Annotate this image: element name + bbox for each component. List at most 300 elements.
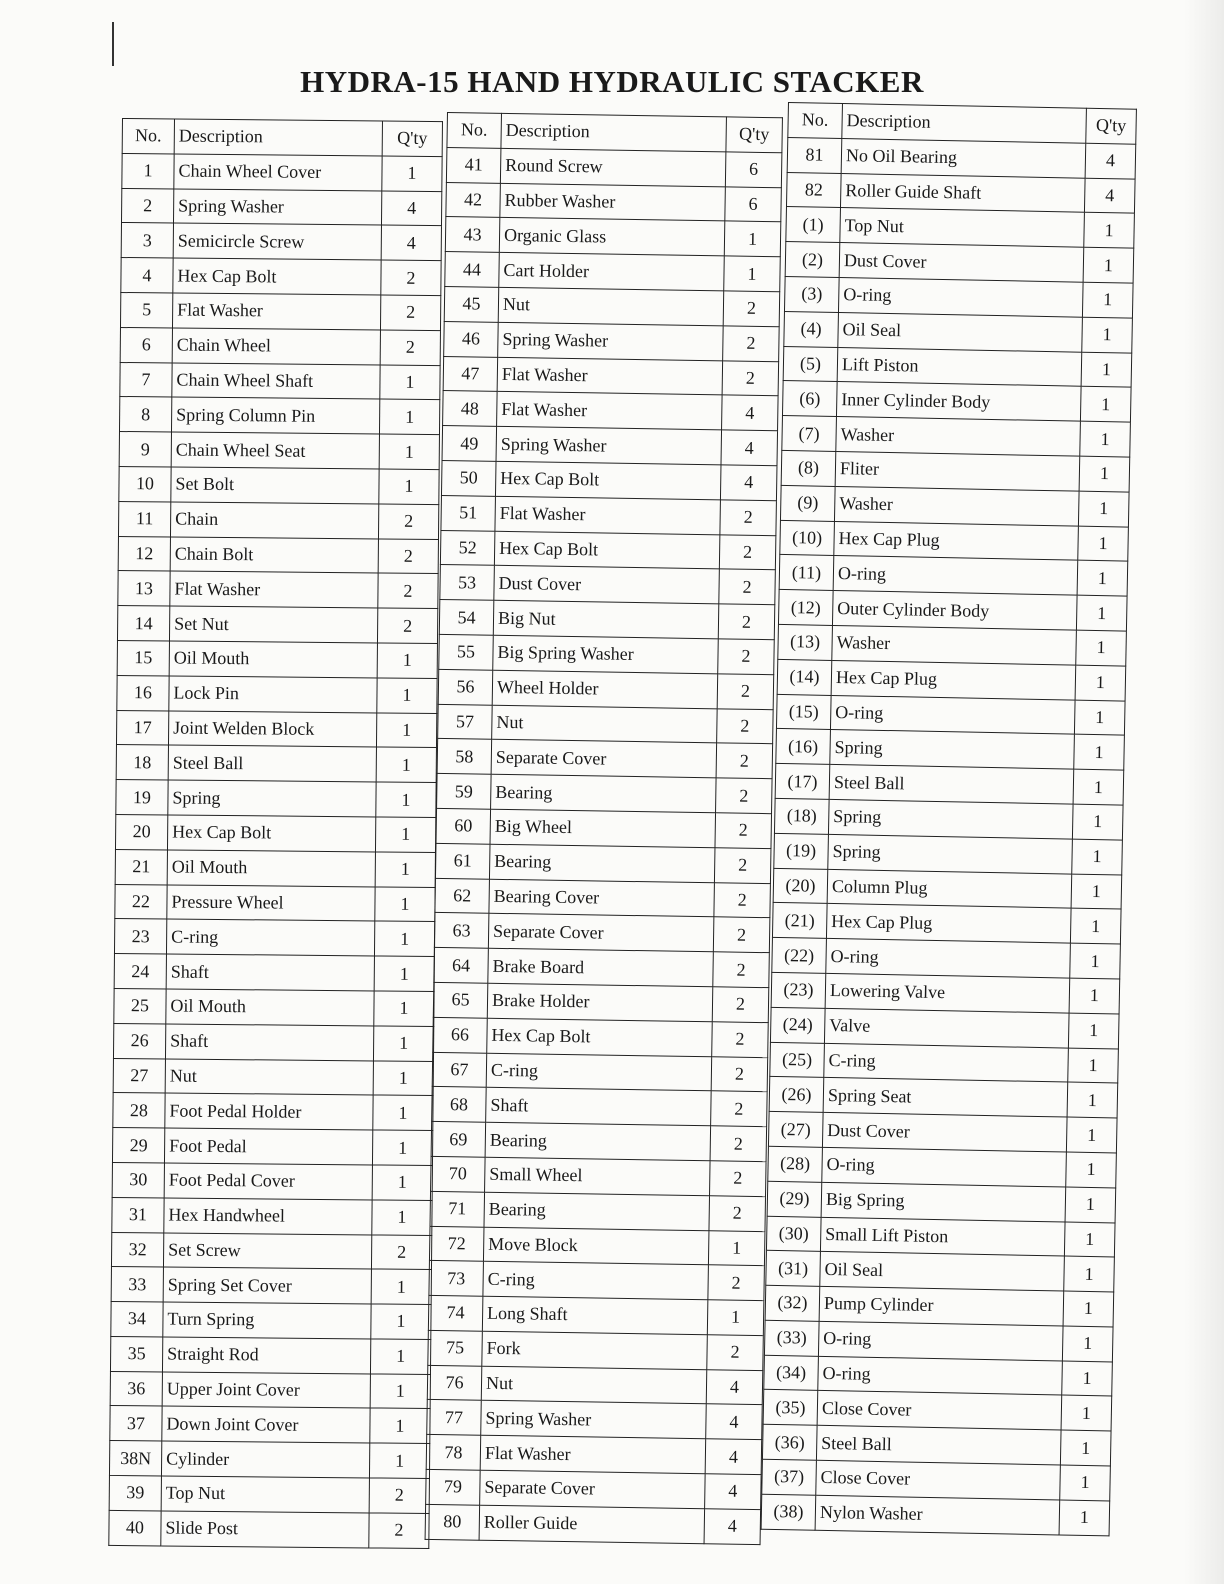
part-number: (25) — [770, 1042, 825, 1078]
part-number: 70 — [431, 1156, 486, 1192]
table-row — [111, 1267, 431, 1305]
part-quantity: 1 — [379, 469, 439, 504]
part-description: Flat Washer — [170, 571, 378, 608]
part-quantity: 1 — [1070, 908, 1121, 944]
part-description: Small Lift Piston — [820, 1217, 1065, 1256]
part-quantity: 1 — [1077, 561, 1128, 597]
part-quantity: 1 — [370, 1408, 430, 1443]
part-description: Move Block — [483, 1227, 709, 1265]
part-description: Foot Pedal Holder — [165, 1093, 373, 1130]
part-number: 68 — [432, 1087, 487, 1123]
part-number: 25 — [114, 988, 166, 1023]
table-row — [113, 1023, 433, 1061]
part-number: 22 — [115, 884, 167, 919]
part-quantity: 2 — [714, 882, 771, 918]
part-quantity: 1 — [374, 921, 434, 956]
part-quantity: 2 — [716, 743, 773, 779]
table-row — [446, 147, 782, 187]
part-quantity: 1 — [1069, 978, 1120, 1014]
table-row — [118, 571, 438, 609]
part-quantity: 1 — [376, 782, 436, 817]
part-quantity: 4 — [705, 1474, 762, 1510]
part-number: 67 — [432, 1052, 487, 1088]
table-row — [120, 362, 440, 400]
part-number: 79 — [426, 1469, 481, 1505]
header-qty: Q'ty — [726, 117, 783, 153]
part-description: Joint Welden Block — [168, 711, 376, 748]
table-row — [115, 814, 435, 852]
table-row — [428, 1295, 764, 1335]
part-quantity: 1 — [372, 1130, 432, 1165]
parts-table-1 — [108, 118, 443, 1549]
part-description: Nut — [492, 705, 718, 743]
table-row — [116, 745, 436, 783]
part-description: Inner Cylinder Body — [836, 382, 1081, 421]
part-description: Dust Cover — [822, 1112, 1067, 1151]
part-number: 72 — [429, 1226, 484, 1262]
part-number: 2 — [121, 188, 173, 223]
part-quantity: 1 — [1071, 874, 1122, 910]
part-number: 76 — [427, 1365, 482, 1401]
part-quantity: 2 — [369, 1513, 429, 1548]
part-quantity: 2 — [711, 1056, 768, 1092]
part-description: Separate Cover — [488, 914, 714, 952]
part-number: 20 — [115, 814, 167, 849]
part-number: (3) — [784, 276, 839, 312]
part-number: (11) — [779, 555, 834, 591]
part-number: 74 — [428, 1295, 483, 1331]
part-description: Hex Cap Plug — [834, 521, 1079, 560]
table-row — [438, 704, 774, 744]
part-description: Flat Washer — [172, 293, 380, 330]
part-number: 47 — [443, 356, 498, 392]
part-description: Cart Holder — [499, 253, 725, 291]
part-quantity: 1 — [1078, 526, 1129, 562]
part-number: (31) — [766, 1251, 821, 1287]
part-description: Close Cover — [816, 1460, 1061, 1499]
table-row — [117, 640, 437, 678]
part-description: Spring — [830, 730, 1075, 769]
part-number: 40 — [109, 1510, 161, 1545]
table-row — [114, 988, 434, 1026]
part-description: Semicircle Screw — [173, 223, 381, 260]
part-description: O-ring — [818, 1356, 1063, 1395]
part-description: Long Shaft — [482, 1296, 708, 1334]
part-number: 60 — [436, 808, 491, 844]
part-description: Nut — [498, 287, 724, 325]
part-quantity: 1 — [1075, 665, 1126, 701]
part-quantity: 1 — [1078, 491, 1129, 527]
part-description: Oil Mouth — [169, 641, 377, 678]
table-row — [114, 954, 434, 992]
part-number: (6) — [782, 381, 837, 417]
part-quantity: 2 — [380, 295, 440, 330]
table-row — [441, 460, 777, 500]
part-description: Chain Bolt — [170, 537, 378, 574]
part-number: (27) — [768, 1111, 823, 1147]
part-number: 5 — [120, 292, 172, 327]
part-number: 4 — [121, 258, 173, 293]
part-quantity: 2 — [720, 500, 777, 536]
part-description: Steel Ball — [816, 1426, 1061, 1465]
table-row — [432, 1087, 768, 1127]
part-quantity: 2 — [378, 573, 438, 608]
part-description: Spring — [828, 834, 1073, 873]
table-row — [113, 1093, 433, 1131]
part-description: Spring Column Pin — [171, 397, 379, 434]
part-description: Oil Mouth — [167, 850, 375, 887]
part-quantity: 1 — [1072, 839, 1123, 875]
table-row — [118, 536, 438, 574]
part-number: 44 — [445, 252, 500, 288]
part-description: Hex Cap Bolt — [167, 815, 375, 852]
part-description: O-ring — [838, 277, 1083, 316]
part-quantity: 1 — [1070, 943, 1121, 979]
part-quantity: 1 — [371, 1304, 431, 1339]
part-quantity: 1 — [1076, 630, 1127, 666]
part-description: Fork — [482, 1331, 708, 1369]
part-description: Round Screw — [500, 148, 726, 186]
part-number: (28) — [768, 1146, 823, 1182]
part-number: (15) — [776, 694, 831, 730]
table-row — [445, 252, 781, 292]
parts-table-2 — [425, 112, 783, 1545]
header-qty: Q'ty — [1086, 108, 1137, 144]
part-number: 78 — [426, 1435, 481, 1471]
table-row — [430, 1191, 766, 1231]
part-description: Roller Guide Shaft — [840, 173, 1085, 212]
part-quantity: 1 — [375, 886, 435, 921]
part-number: 3 — [121, 223, 173, 258]
part-quantity: 4 — [1084, 178, 1135, 214]
part-description: Turn Spring — [163, 1302, 371, 1339]
table-row — [442, 426, 778, 466]
part-number: (37) — [762, 1459, 817, 1495]
part-quantity: 1 — [1059, 1500, 1110, 1536]
part-number: 46 — [444, 321, 499, 357]
part-number: 58 — [437, 739, 492, 775]
part-description: Organic Glass — [499, 218, 725, 256]
part-quantity: 1 — [724, 221, 781, 257]
part-description: Rubber Washer — [500, 183, 726, 221]
part-description: Down Joint Cover — [162, 1406, 370, 1443]
part-quantity: 1 — [379, 434, 439, 469]
part-description: Hex Handwheel — [164, 1198, 372, 1235]
part-description: Lift Piston — [837, 347, 1082, 386]
part-description: Column Plug — [827, 869, 1072, 908]
table-row — [119, 397, 439, 435]
part-number: 7 — [120, 362, 172, 397]
table-row — [121, 223, 441, 261]
part-number: 56 — [438, 669, 493, 705]
part-quantity: 1 — [1074, 734, 1125, 770]
header-description: Description — [174, 119, 382, 156]
part-description: Steel Ball — [829, 765, 1074, 804]
header-description: Description — [501, 113, 727, 151]
part-quantity: 1 — [707, 1300, 764, 1336]
part-number: 1 — [122, 153, 174, 188]
table-row — [111, 1302, 431, 1340]
part-quantity: 1 — [1082, 282, 1133, 318]
part-number: 31 — [112, 1197, 164, 1232]
table-row — [431, 1156, 767, 1196]
part-quantity: 2 — [717, 708, 774, 744]
part-quantity: 4 — [706, 1404, 763, 1440]
part-description: Brake Board — [488, 948, 714, 986]
part-number: 43 — [445, 217, 500, 253]
part-number: (35) — [763, 1390, 818, 1426]
part-description: Chain Wheel — [172, 328, 380, 365]
table-row — [433, 1017, 769, 1057]
part-quantity: 2 — [723, 326, 780, 362]
part-quantity: 1 — [373, 1060, 433, 1095]
part-quantity: 1 — [1062, 1361, 1113, 1397]
part-number: 19 — [116, 780, 168, 815]
table-row — [427, 1400, 763, 1440]
table-row — [111, 1232, 431, 1270]
part-description: Top Nut — [161, 1476, 369, 1513]
table-row — [444, 321, 780, 361]
part-description: Spring Washer — [173, 189, 381, 226]
table-row — [110, 1336, 430, 1374]
table-row — [445, 217, 781, 257]
part-number: 66 — [433, 1017, 488, 1053]
part-number: 28 — [113, 1093, 165, 1128]
part-number: 8 — [119, 397, 171, 432]
table-row — [441, 495, 777, 535]
part-description: Pump Cylinder — [819, 1286, 1064, 1325]
part-description: C-ring — [824, 1043, 1069, 1082]
part-description: Oil Mouth — [166, 989, 374, 1026]
part-number: 63 — [434, 913, 489, 949]
part-quantity: 4 — [381, 225, 441, 260]
part-quantity: 1 — [379, 399, 439, 434]
part-number: 53 — [440, 565, 495, 601]
part-quantity: 2 — [709, 1195, 766, 1231]
part-description: Foot Pedal — [164, 1128, 372, 1165]
part-description: Straight Rod — [162, 1337, 370, 1374]
part-number: 13 — [118, 571, 170, 606]
part-number: (20) — [773, 868, 828, 904]
part-description: Cylinder — [161, 1441, 369, 1478]
table-row — [109, 1510, 429, 1548]
table-row — [112, 1197, 432, 1235]
part-number: 18 — [116, 745, 168, 780]
table-row — [429, 1226, 765, 1266]
part-number: 11 — [118, 501, 170, 536]
table-row — [110, 1406, 430, 1444]
part-quantity: 1 — [708, 1230, 765, 1266]
part-description: Flat Washer — [480, 1435, 706, 1473]
part-number: 34 — [111, 1302, 163, 1337]
part-description: Brake Holder — [487, 983, 713, 1021]
part-description: Slide Post — [161, 1511, 369, 1548]
part-quantity: 1 — [1084, 213, 1135, 249]
part-quantity: 1 — [374, 991, 434, 1026]
part-description: Bearing — [491, 774, 717, 812]
part-quantity: 1 — [370, 1374, 430, 1409]
table-row — [440, 565, 776, 605]
table-row — [434, 913, 770, 953]
table-row — [114, 919, 434, 957]
table-row — [117, 606, 437, 644]
part-number: 54 — [439, 600, 494, 636]
part-number: 48 — [443, 391, 498, 427]
part-quantity: 2 — [712, 987, 769, 1023]
part-quantity: 1 — [377, 643, 437, 678]
table-row — [115, 884, 435, 922]
part-quantity: 4 — [721, 430, 778, 466]
table-row — [432, 1052, 768, 1092]
part-description: Spring Washer — [498, 322, 724, 360]
part-description: Hex Cap Bolt — [173, 258, 381, 295]
part-number: 61 — [435, 843, 490, 879]
part-number: 39 — [109, 1476, 161, 1511]
part-number: 64 — [434, 948, 489, 984]
part-description: Set Nut — [169, 606, 377, 643]
part-number: (22) — [772, 937, 827, 973]
part-description: Separate Cover — [491, 740, 717, 778]
table-row — [446, 182, 782, 222]
part-description: Flat Washer — [497, 357, 723, 395]
part-quantity: 2 — [723, 291, 780, 327]
table-row — [116, 780, 436, 818]
part-quantity: 2 — [719, 569, 776, 605]
parts-table-3 — [761, 102, 1137, 1536]
table-row — [112, 1162, 432, 1200]
part-description: O-ring — [830, 695, 1075, 734]
part-quantity: 1 — [1068, 1048, 1119, 1084]
part-quantity: 4 — [1085, 143, 1136, 179]
part-description: Top Nut — [840, 208, 1085, 247]
table-row — [121, 188, 441, 226]
part-number: (24) — [770, 1007, 825, 1043]
part-number: 17 — [116, 710, 168, 745]
part-description: Hex Cap Bolt — [495, 461, 721, 499]
part-quantity: 1 — [724, 256, 781, 292]
part-description: Chain Wheel Shaft — [172, 363, 380, 400]
part-number: 24 — [114, 954, 166, 989]
part-description: Pressure Wheel — [167, 884, 375, 921]
part-number: 35 — [110, 1336, 162, 1371]
part-description: Chain — [170, 502, 378, 539]
part-quantity: 2 — [716, 778, 773, 814]
table-row — [113, 1058, 433, 1096]
part-quantity: 4 — [704, 1509, 761, 1545]
part-number: (10) — [780, 520, 835, 556]
part-number: 10 — [119, 466, 171, 501]
part-description: Hex Cap Plug — [831, 660, 1076, 699]
part-description: Spring Washer — [496, 426, 722, 464]
part-number: 65 — [433, 982, 488, 1018]
table-header-row — [447, 113, 783, 153]
part-quantity: 6 — [725, 152, 782, 188]
part-quantity: 1 — [1074, 700, 1125, 736]
table-row — [115, 849, 435, 887]
part-number: (1) — [786, 207, 841, 243]
header-no: No. — [122, 119, 174, 154]
part-number: 33 — [111, 1267, 163, 1302]
part-description: Bearing — [484, 1192, 710, 1230]
part-description: Hex Cap Bolt — [487, 1018, 713, 1056]
table-row — [443, 356, 779, 396]
part-description: Chain Wheel Seat — [171, 432, 379, 469]
part-number: (17) — [775, 764, 830, 800]
part-number: 26 — [113, 1023, 165, 1058]
part-quantity: 2 — [711, 1091, 768, 1127]
part-description: Big Spring — [821, 1182, 1066, 1221]
part-description: Bearing — [489, 844, 715, 882]
part-quantity: 2 — [381, 260, 441, 295]
part-number: (19) — [774, 833, 829, 869]
table-row — [117, 675, 437, 713]
table-row — [109, 1441, 429, 1479]
part-description: Dust Cover — [839, 243, 1084, 282]
part-description: Fliter — [835, 451, 1080, 490]
part-description: Lock Pin — [169, 676, 377, 713]
table-row — [121, 258, 441, 296]
part-quantity: 1 — [382, 156, 442, 191]
part-number: 57 — [438, 704, 493, 740]
part-quantity: 1 — [1083, 247, 1134, 283]
part-number: (2) — [785, 242, 840, 278]
part-description: O-ring — [822, 1147, 1067, 1186]
part-description: Spring Set Cover — [163, 1267, 371, 1304]
part-quantity: 1 — [371, 1269, 431, 1304]
part-description: Oil Seal — [838, 312, 1083, 351]
part-quantity: 2 — [715, 813, 772, 849]
part-number: 55 — [439, 634, 494, 670]
part-quantity: 1 — [374, 956, 434, 991]
part-number: 73 — [429, 1261, 484, 1297]
part-quantity: 2 — [378, 504, 438, 539]
part-description: Nylon Washer — [815, 1495, 1060, 1534]
table-row — [426, 1435, 762, 1475]
part-quantity: 1 — [1079, 456, 1130, 492]
part-number: (9) — [780, 485, 835, 521]
part-number: (34) — [764, 1355, 819, 1391]
part-description: C-ring — [166, 919, 374, 956]
part-number: 32 — [111, 1232, 163, 1267]
part-number: 6 — [120, 327, 172, 362]
header-no: No. — [788, 103, 843, 139]
table-row — [426, 1469, 762, 1509]
part-description: O-ring — [818, 1321, 1063, 1360]
part-number: 50 — [441, 460, 496, 496]
part-number: 42 — [446, 182, 501, 218]
part-description: Spring — [168, 780, 376, 817]
part-description: Close Cover — [817, 1391, 1062, 1430]
table-row — [437, 739, 773, 779]
part-number: 41 — [446, 147, 501, 183]
part-quantity: 2 — [722, 360, 779, 396]
part-number: 37 — [110, 1406, 162, 1441]
part-quantity: 1 — [1065, 1187, 1116, 1223]
part-number: 77 — [427, 1400, 482, 1436]
table-row — [435, 878, 771, 918]
part-number: 71 — [430, 1191, 485, 1227]
part-quantity: 2 — [714, 848, 771, 884]
part-quantity: 1 — [375, 817, 435, 852]
header-no: No. — [447, 113, 502, 149]
scan-mark — [112, 22, 114, 66]
part-quantity: 1 — [1072, 804, 1123, 840]
part-number: 16 — [117, 675, 169, 710]
part-number: 27 — [113, 1058, 165, 1093]
part-quantity: 1 — [372, 1200, 432, 1235]
part-number: (36) — [762, 1425, 817, 1461]
table-row — [109, 1476, 429, 1514]
